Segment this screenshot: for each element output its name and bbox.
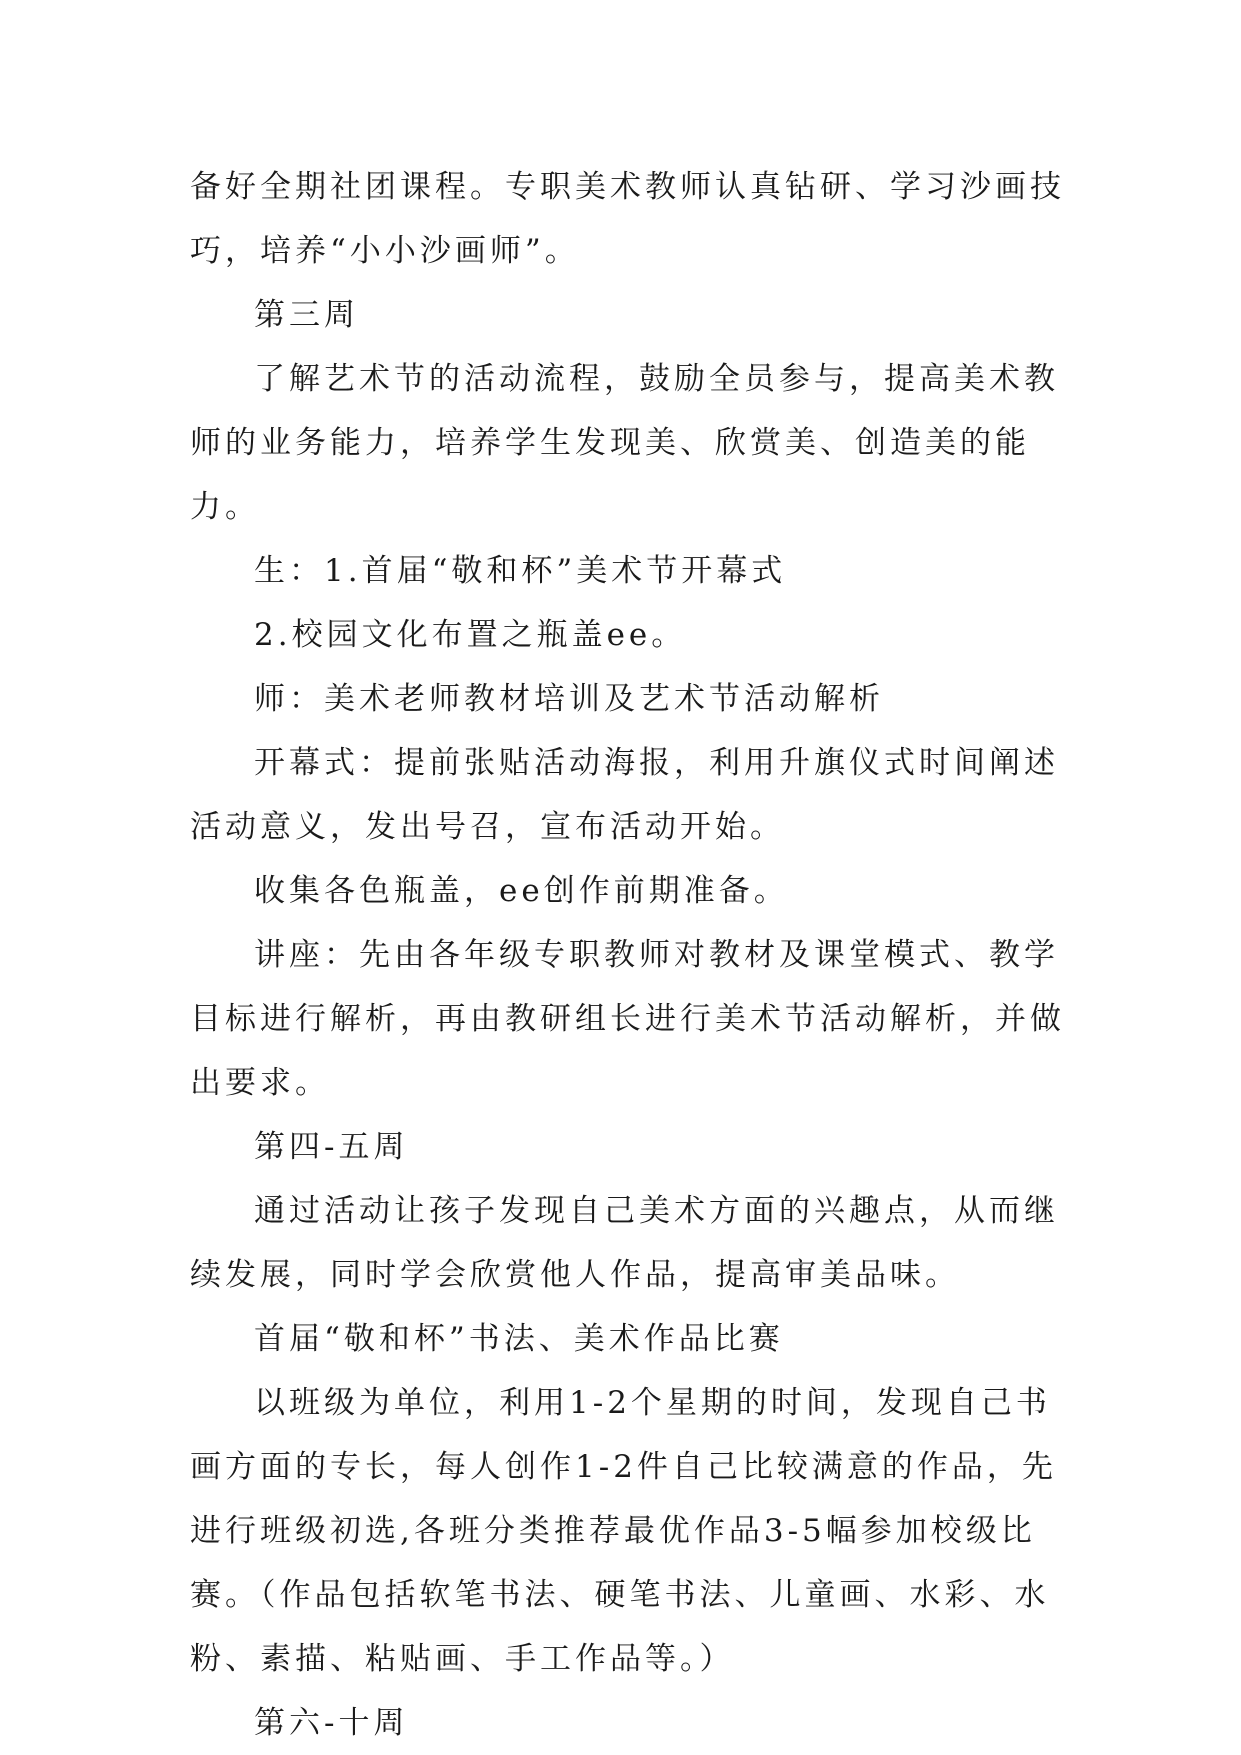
paragraph-student-item-2: 2.校园文化布置之瓶盖ee。 [254, 617, 687, 653]
heading-week-4-5: 第四-五周 [254, 1129, 409, 1165]
paragraph-teacher-item: 师：美术老师教材培训及艺术节活动解析 [254, 681, 884, 717]
paragraph-week-3-goal: 了解艺术节的活动流程，鼓励全员参与，提高美术教师的业务能力，培养学生发现美、欣赏美、创造美的能力。 [190, 361, 1059, 525]
paragraph-lecture: 讲座：先由各年级专职教师对教材及课堂模式、教学目标进行解析，再由教研组长进行美术节活动解析，并做出要求。 [190, 937, 1065, 1101]
heading-week-6-10: 第六-十周 [254, 1705, 409, 1741]
paragraph-student-item-1: 生：1.首届“敬和杯”美术节开幕式 [254, 553, 787, 589]
paragraph-competition-details: 以班级为单位，利用1-2个星期的时间，发现自己书画方面的专长，每人创作1-2件自己比较满意的作品，先进行班级初选,各班分类推荐最优作品3-5幅参加校级比赛。（作品包括软笔书法、硬笔书法、儿童画、水彩、水粉、素描、粘贴画、手工作品等。） [190, 1385, 1057, 1677]
paragraph-course-prep: 备好全期社团课程。专职美术教师认真钻研、学习沙画技巧，培养“小小沙画师”。 [190, 169, 1065, 269]
paragraph-opening-ceremony: 开幕式：提前张贴活动海报，利用升旗仪式时间阐述活动意义，发出号召，宣布活动开始。 [190, 745, 1059, 845]
paragraph-competition-title: 首届“敬和杯”书法、美术作品比赛 [254, 1321, 784, 1357]
heading-week-3: 第三周 [254, 297, 359, 333]
paragraph-week-4-5-goal: 通过活动让孩子发现自己美术方面的兴趣点，从而继续发展，同时学会欣赏他人作品，提高审美品味。 [190, 1193, 1059, 1293]
document-body [190, 155, 1070, 1755]
paragraph-collect-caps: 收集各色瓶盖，ee创作前期准备。 [254, 873, 789, 909]
